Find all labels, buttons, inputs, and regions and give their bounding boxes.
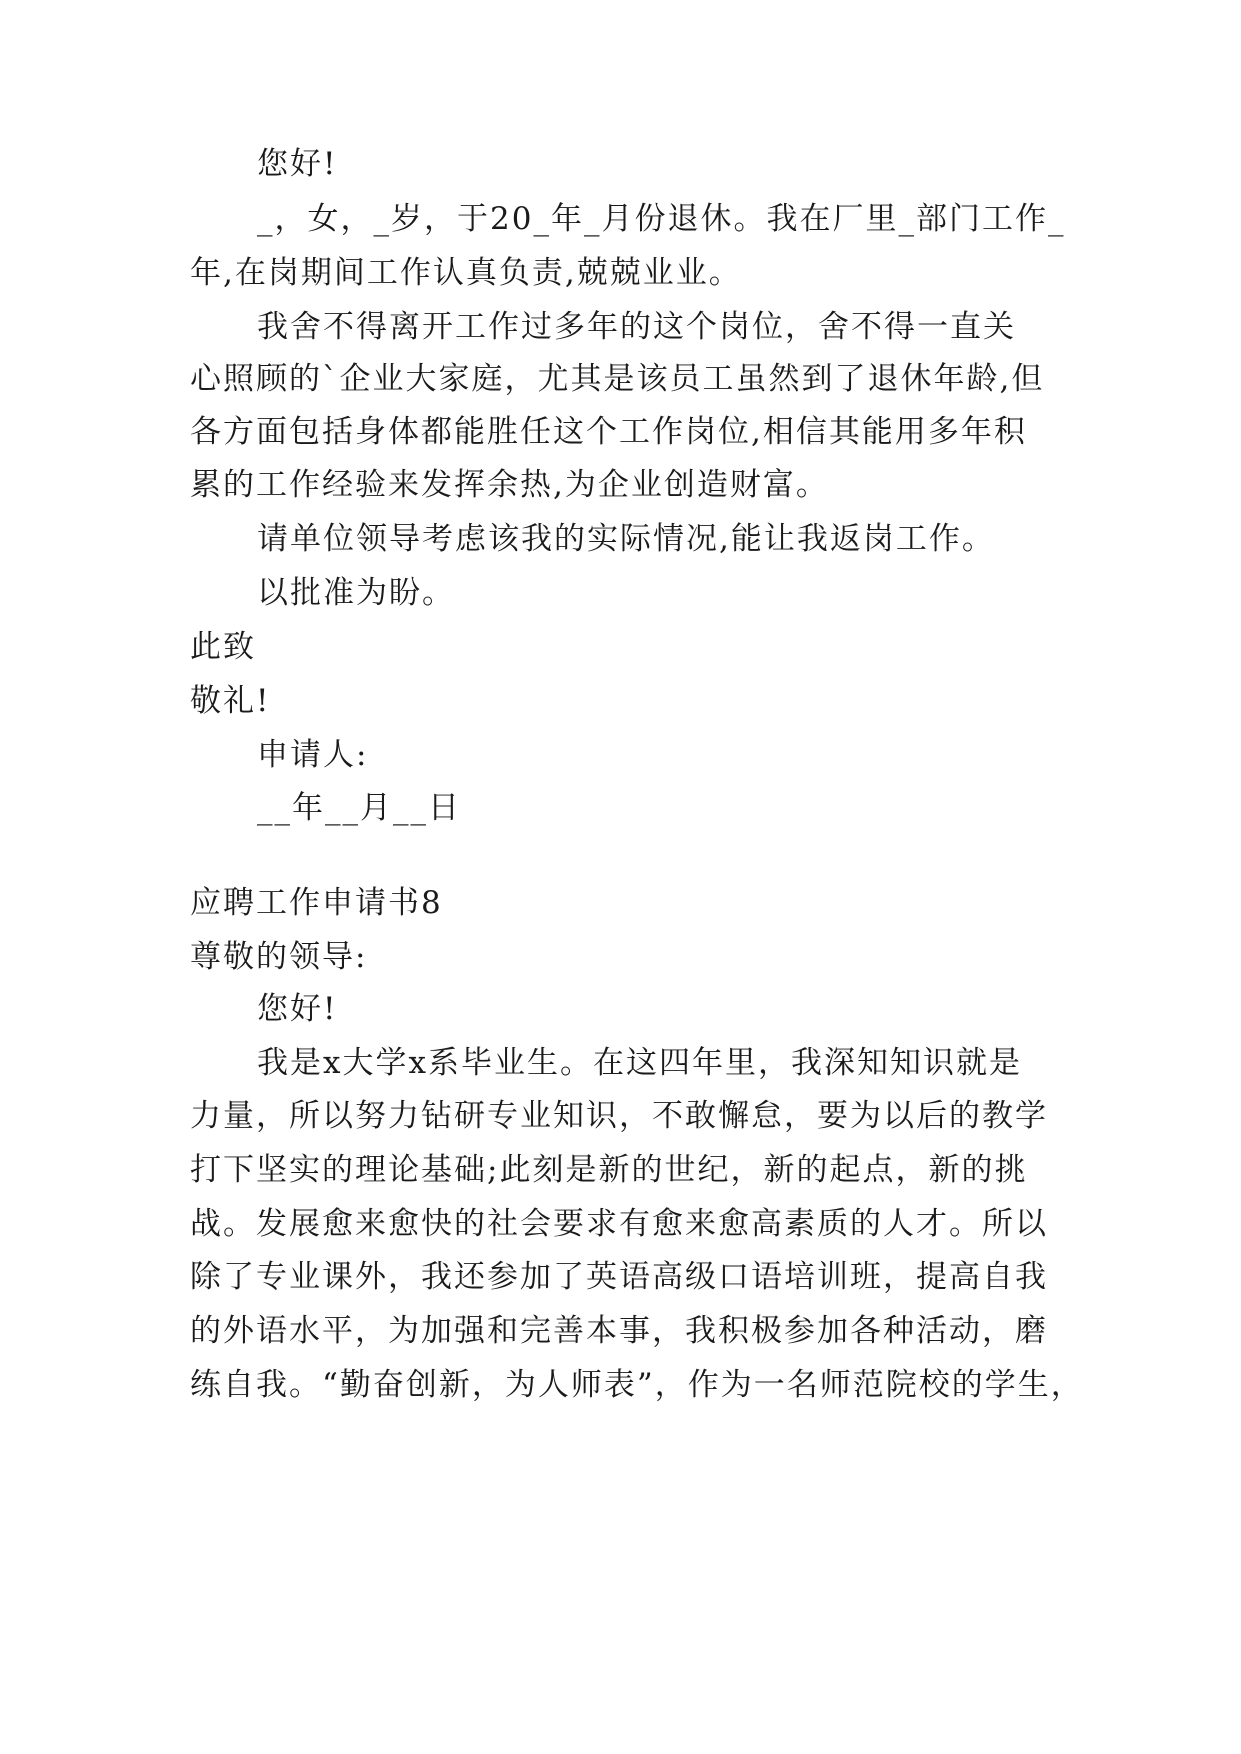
paragraph-line: 心照顾的`企业大家庭，尤其是该员工虽然到了退休年龄,但	[190, 361, 1045, 397]
paragraph-line: 力量，所以努力钻研专业知识，不敢懈怠，要为以后的教学	[190, 1098, 1048, 1134]
paragraph-line: 练自我。“勤奋创新，为人师表”，作为一名师范院校的学生，	[190, 1367, 1084, 1403]
paragraph-line: 打下坚实的理论基础;此刻是新的世纪，新的起点，新的挑	[190, 1152, 1028, 1188]
paragraph-line: 累的工作经验来发挥余热,为企业创造财富。	[190, 467, 829, 503]
paragraph-line: 请单位领导考虑该我的实际情况,能让我返岗工作。	[257, 521, 995, 557]
closing-salute: 敬礼!	[190, 683, 271, 719]
paragraph-line: 战。发展愈来愈快的社会要求有愈来愈高素质的人才。所以	[190, 1206, 1048, 1242]
paragraph-line: _，女，_岁，于20_年_月份退休。我在厂里_部门工作_	[257, 201, 1066, 237]
closing-line: 此致	[190, 629, 256, 665]
paragraph-line: 除了专业课外，我还参加了英语高级口语培训班，提高自我	[190, 1259, 1048, 1295]
salutation: 尊敬的领导:	[190, 939, 368, 975]
paragraph-line: 年,在岗期间工作认真负责,兢兢业业。	[190, 255, 742, 291]
paragraph-line: 的外语水平，为加强和完善本事，我积极参加各种活动，磨	[190, 1313, 1048, 1349]
greeting: 您好!	[257, 146, 338, 182]
applicant-signature: 申请人:	[257, 737, 369, 773]
paragraph-line: 我是x大学x系毕业生。在这四年里，我深知知识就是	[257, 1045, 1022, 1081]
paragraph-line: 各方面包括身体都能胜任这个工作岗位,相信其能用多年积	[190, 414, 1027, 450]
section-title: 应聘工作申请书8	[190, 885, 443, 921]
paragraph-line: 我舍不得离开工作过多年的这个岗位，舍不得一直关	[257, 309, 1016, 345]
paragraph-line: 以批准为盼。	[257, 575, 455, 611]
date-line: __年__月__日	[257, 790, 461, 826]
greeting: 您好!	[257, 991, 338, 1027]
